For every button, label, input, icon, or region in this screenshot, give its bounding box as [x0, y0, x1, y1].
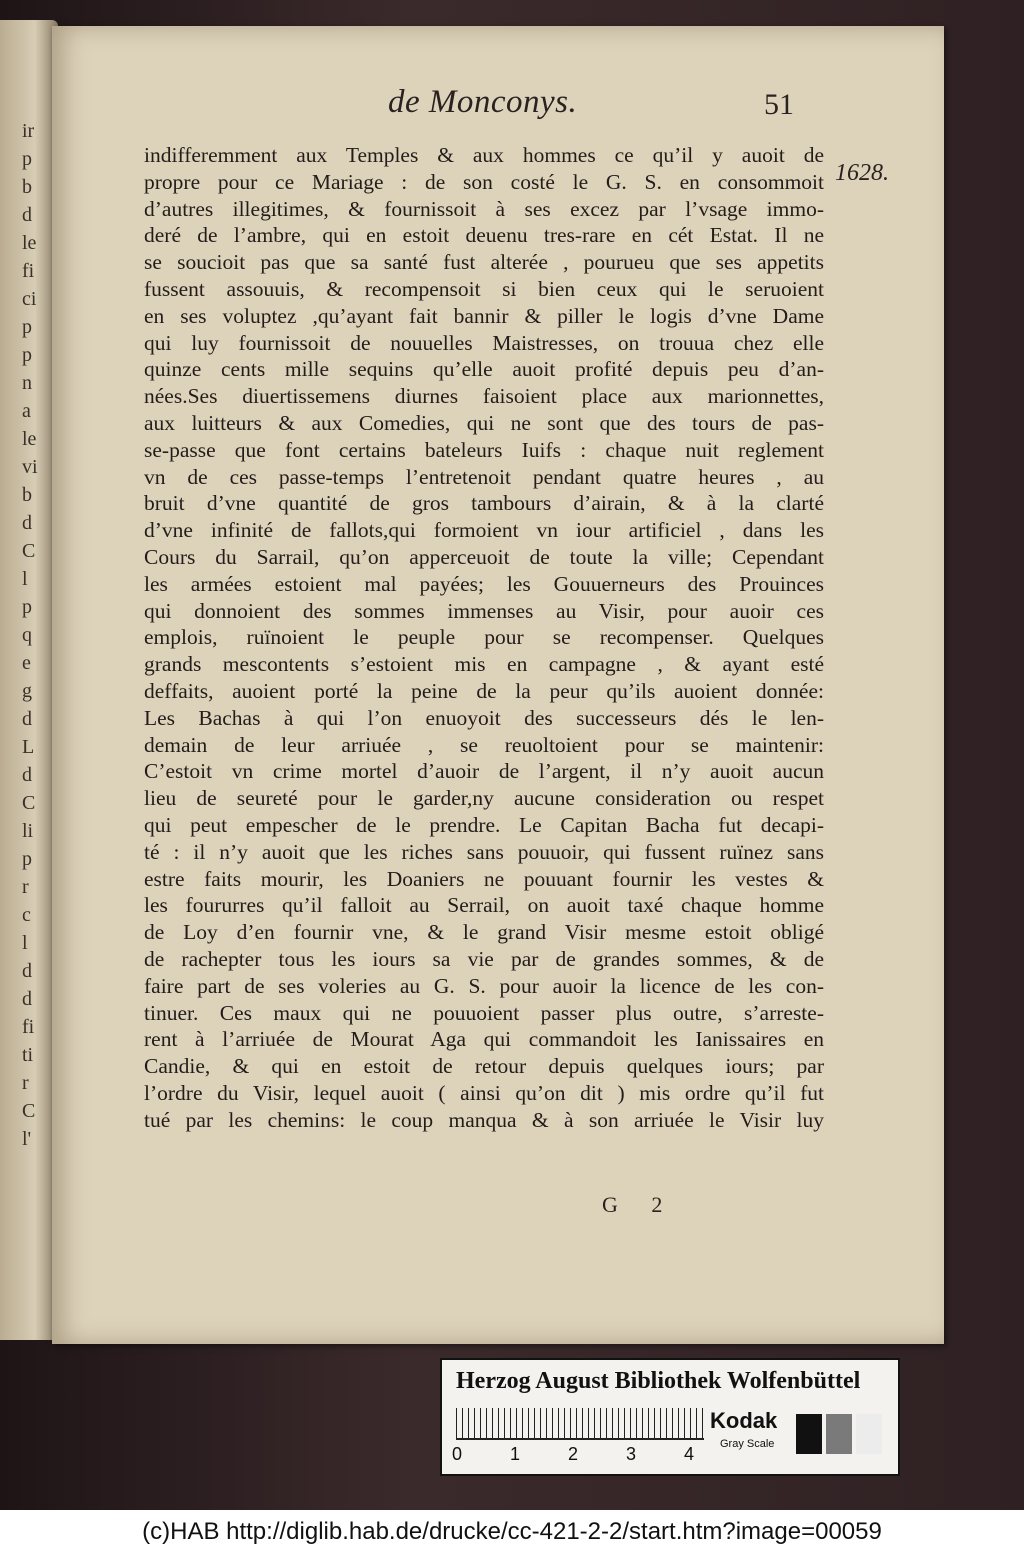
text-line: rent à l’arriuée de Mourat Aga qui commandoit les Ianissaires en	[144, 1027, 824, 1052]
facing-page-fragment: p	[22, 596, 32, 618]
scale-ruler	[456, 1408, 704, 1440]
text-line: C’estoit vn crime mortel d’auoir de l’argent, il n’y auoit aucun	[144, 759, 824, 784]
text-line: d’vne infinité de fallots,qui formoient vn iour artificiel , dans les	[144, 518, 824, 543]
facing-page-fragment: c	[22, 904, 31, 926]
signature-mark: G 2	[602, 1192, 677, 1217]
text-line: bruit d’vne quantité de gros tambours d’airain, & à la clarté	[144, 491, 824, 516]
text-line: tinuer. Ces maux qui ne pouuoient passer plus outre, s’arreste-	[144, 1000, 824, 1025]
facing-page-fragment: ci	[22, 288, 37, 310]
library-color-target	[440, 1358, 900, 1476]
facing-page-fragment: d	[22, 708, 32, 730]
text-line: propre pour ce Mariage : de son costé le G. S. en consommoit	[144, 169, 824, 194]
text-line: tué par les chemins: le coup manqua & à son arriuée le Visir luy	[144, 1107, 824, 1132]
facing-page-fragment: C	[22, 540, 36, 562]
text-line: les foururres qu’il falloit au Serrail, on auoit taxé chaque homme	[144, 893, 824, 918]
facing-page-fragment: ti	[22, 1044, 34, 1066]
text-line: qui donnoient des sommes immenses au Visir, pour auoir ces	[144, 598, 824, 623]
text-line: grands mescontents s’estoient mis en campagne , & ayant esté	[144, 652, 824, 677]
facing-page-fragment: le	[22, 428, 37, 450]
gray-swatch	[856, 1414, 882, 1454]
facing-page-fragment: C	[22, 1100, 36, 1122]
facing-page-fragment: d	[22, 204, 32, 226]
facing-page-fragment: fi	[22, 260, 35, 282]
grayscale-label: Gray Scale	[720, 1438, 775, 1450]
text-line: se-passe que font certains bateleurs Iuifs : chaque nuit reglement	[144, 437, 824, 462]
text-line: demain de leur arriuée , se reuoltoient pour se maintenir:	[144, 732, 824, 757]
book-page	[52, 26, 944, 1344]
facing-page-fragment: fi	[22, 1016, 35, 1038]
ruler-number: 0	[452, 1444, 463, 1464]
facing-page-fragment: C	[22, 792, 36, 814]
facing-page-edge	[0, 20, 58, 1340]
library-name: Herzog August Bibliothek Wolfenbüttel	[456, 1368, 861, 1394]
facing-page-fragment: g	[22, 680, 32, 702]
text-line: faire part de ses voleries au G. S. pour auoir la licence de les con-	[144, 973, 824, 998]
text-line: deffaits, auoient porté la peine de la peur qu’ils auoient donnée:	[144, 678, 824, 703]
facing-page-fragment: p	[22, 344, 32, 366]
facing-page-fragment: n	[22, 372, 32, 394]
text-line: l’ordre du Visir, lequel auoit ( ainsi qu’on dit ) mis ordre qu’il fut	[144, 1080, 824, 1105]
facing-page-fragment: r	[22, 876, 29, 898]
text-line: en ses voluptez ,qu’ayant fait bannir & piller le logis d’vne Dame	[144, 303, 824, 328]
facing-page-fragment: a	[22, 400, 31, 422]
facing-page-fragment: p	[22, 316, 32, 338]
facing-page-fragment: b	[22, 484, 32, 506]
text-line: fussent assouuis, & recompensoit si bien ceux qui le seruoient	[144, 276, 824, 301]
facing-page-fragment: p	[22, 848, 32, 870]
text-line: qui peut empescher de le prendre. Le Capitan Bacha fut decapi-	[144, 812, 824, 837]
text-line: lieu de seureté pour le garder,ny aucune consideration ou respet	[144, 786, 824, 811]
facing-page-fragment: vi	[22, 456, 38, 478]
running-head: de Monconys.	[388, 84, 578, 120]
facing-page-fragment: l'	[22, 1128, 32, 1150]
facing-page-fragment: d	[22, 764, 32, 786]
text-line: té : il n’y auoit que les riches sans pouuoir, qui fussent ruïnez sans	[144, 839, 824, 864]
facing-page-fragment: l	[22, 932, 28, 954]
facing-page-fragment: e	[22, 652, 31, 674]
text-line: aux luitteurs & aux Comedies, qui ne sont que des tours de pas-	[144, 410, 824, 435]
ruler-number: 4	[684, 1444, 695, 1464]
text-line: quinze cents mille sequins qu’elle auoit profité depuis peu d’an-	[144, 357, 824, 382]
facing-page-fragment: l	[22, 568, 28, 590]
kodak-logo: Kodak	[710, 1408, 778, 1433]
text-line: qui luy fournissoit de nouuelles Maistresses, on trouua chez elle	[144, 330, 824, 355]
text-line: se soucioit pas que sa santé fust alterée , pourueu que ses appetits	[144, 250, 824, 275]
facing-page-fragment: q	[22, 624, 32, 646]
page-number: 51	[764, 88, 794, 121]
text-line: Cours du Sarrail, qu’on apperceuoit de toute la ville; Cependant	[144, 544, 824, 569]
text-line: estre faits mourir, les Doaniers ne pouuant fournir les vestes &	[144, 866, 824, 891]
text-line: Les Bachas à qui l’on enuoyoit des successeurs dés le len-	[144, 705, 824, 730]
gray-swatch	[826, 1414, 852, 1454]
text-line: de rachepter tous les iours sa vie par de grandes sommes, & de	[144, 946, 824, 971]
ruler-number: 1	[510, 1444, 521, 1464]
facing-page-fragment: b	[22, 176, 32, 198]
facing-page-fragment: L	[22, 736, 35, 758]
facing-page-fragment: d	[22, 512, 32, 534]
body-text	[144, 142, 824, 1133]
text-line: les armées estoient mal payées; les Gouuerneurs des Prouinces	[144, 571, 824, 596]
facing-page-fragment: d	[22, 988, 32, 1010]
text-line: deré de l’ambre, qui en estoit deuenu tres-rare en cét Estat. Il ne	[144, 223, 824, 248]
text-line: emplois, ruïnoient le peuple pour se recompenser. Quelques	[144, 625, 824, 650]
text-line: de Loy d’en fournir vne, & le grand Visir mesme estoit obligé	[144, 920, 824, 945]
margin-year-note: 1628.	[835, 160, 889, 186]
facing-page-fragment: p	[22, 148, 32, 170]
facing-page-fragment: le	[22, 232, 37, 254]
text-line: vn de ces passe-temps l’entretenoit pendant quatre heures , au	[144, 464, 824, 489]
text-line: d’autres illegitimes, & fournissoit à ses excez par l’vsage immo-	[144, 196, 824, 221]
facing-page-fragment: li	[22, 820, 34, 842]
facing-page-fragment: r	[22, 1072, 29, 1094]
gray-swatch	[796, 1414, 822, 1454]
ruler-number: 3	[626, 1444, 637, 1464]
text-line: Candie, & qui en estoit de retour depuis quelques iours; par	[144, 1054, 824, 1079]
facing-page-fragment: ir	[22, 120, 35, 142]
ruler-number: 2	[568, 1444, 579, 1464]
copyright-caption[interactable]: (c)HAB http://diglib.hab.de/drucke/cc-421-2-2/start.htm?image=00059	[0, 1514, 1024, 1549]
text-line: nées.Ses diuertissemens diurnes faisoient place aux marionnettes,	[144, 384, 824, 409]
text-line: indifferemment aux Temples & aux hommes ce qu’il y auoit de	[144, 143, 824, 167]
facing-page-fragment: d	[22, 960, 32, 982]
